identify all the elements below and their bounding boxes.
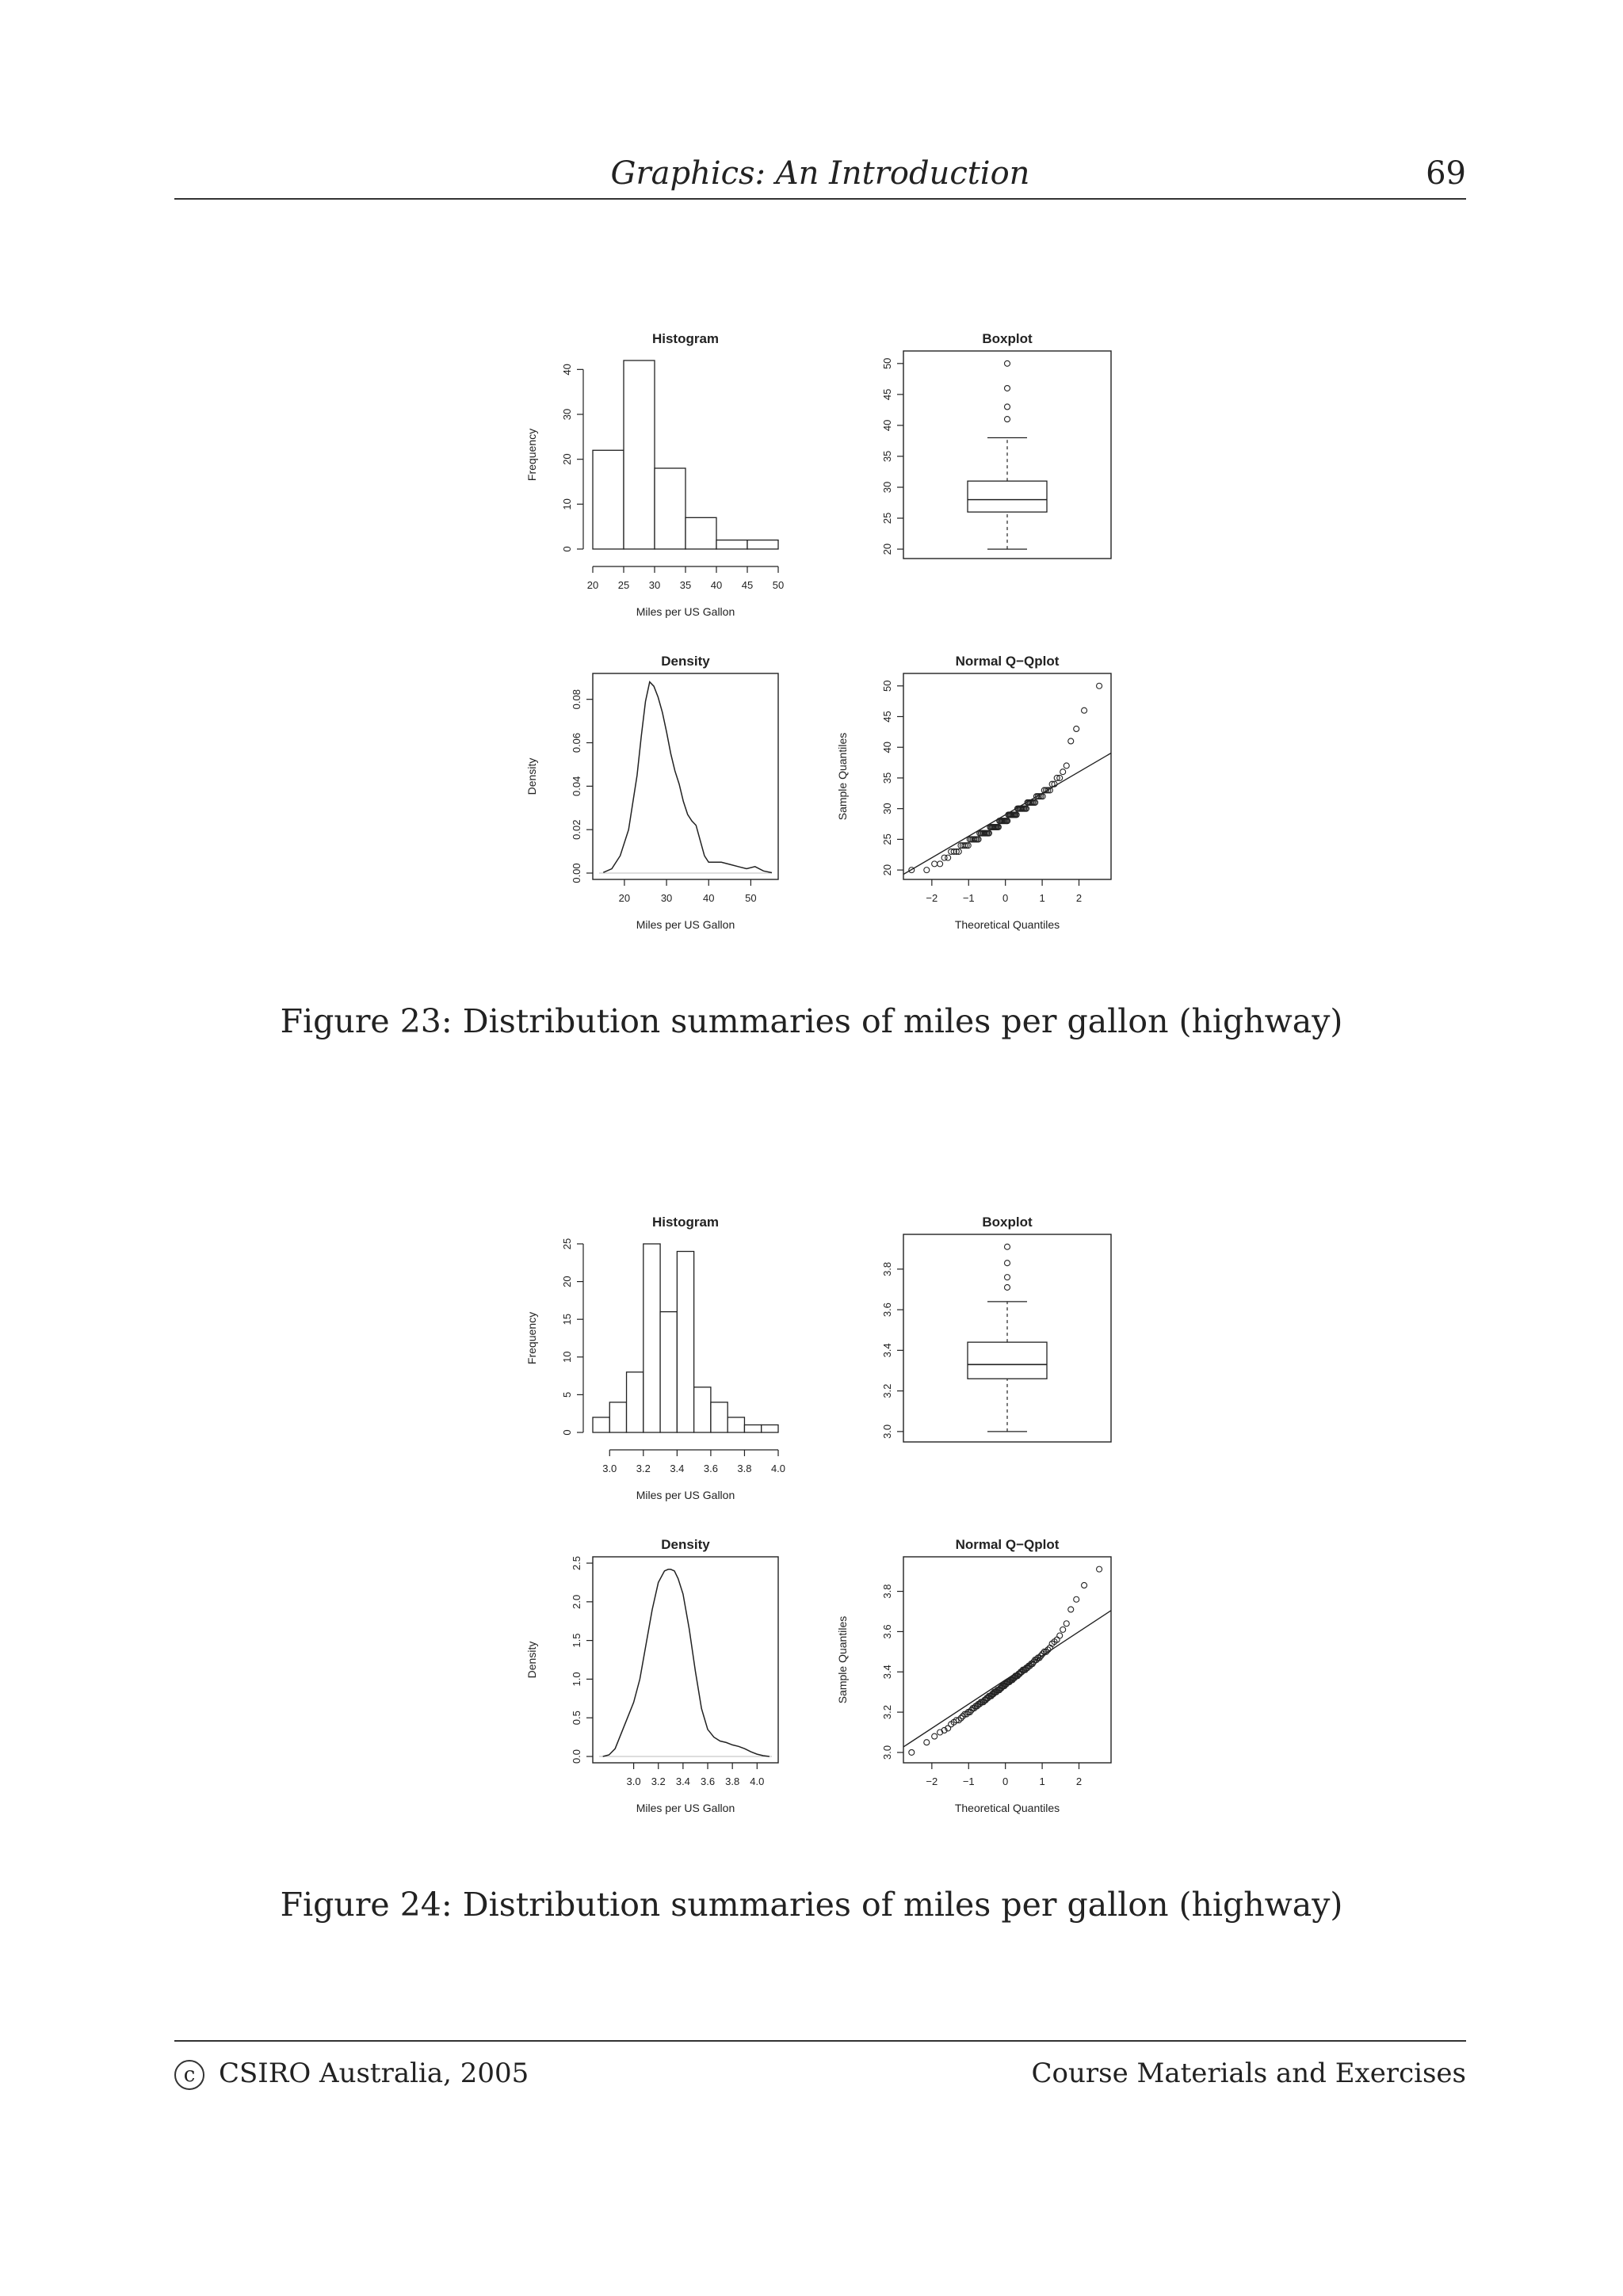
histogram-bar — [727, 1417, 744, 1432]
qqplot-x-tick-label: −2 — [926, 1775, 938, 1787]
qqplot-x-tick-label: 1 — [1039, 892, 1045, 904]
histogram-y-tick-label: 10 — [561, 498, 573, 510]
running-footer — [174, 2040, 1466, 2097]
histogram-x-tick-label: 50 — [772, 579, 785, 591]
boxplot-y-tick-label: 40 — [881, 419, 893, 432]
histogram-bar — [685, 517, 716, 549]
qqplot-x-tick-label: −2 — [926, 892, 938, 904]
histogram-x-label: Miles per US Gallon — [636, 1489, 735, 1501]
histogram-bar — [694, 1387, 711, 1432]
qqplot-y-tick-label: 20 — [881, 864, 893, 876]
histogram-y-tick-label: 0 — [561, 1429, 573, 1436]
qqplot-point — [1074, 726, 1079, 731]
qqplot-x-tick-label: 2 — [1075, 1775, 1083, 1787]
boxplot-title: Boxplot — [982, 331, 1033, 346]
histogram-bar — [627, 1372, 643, 1432]
qqplot-frame — [903, 1557, 1111, 1763]
boxplot-y-tick-label: 20 — [881, 543, 893, 555]
histogram-y-tick-label: 20 — [561, 1276, 573, 1287]
footer-right-text: Course Materials and Exercises — [1031, 2058, 1466, 2089]
qqplot-point — [1097, 683, 1102, 688]
histogram-y-tick-label: 40 — [561, 364, 573, 376]
boxplot-outlier — [1005, 1261, 1010, 1266]
boxplot-y-tick-label: 50 — [881, 357, 893, 370]
qqplot-x-tick-label: 0 — [1002, 1775, 1009, 1787]
histogram-bar — [711, 1402, 727, 1432]
boxplot-box — [968, 1342, 1047, 1379]
qqplot-y-tick-label: 50 — [881, 680, 893, 692]
histogram-y-tick-label: 15 — [561, 1313, 573, 1325]
histogram-bar — [747, 540, 778, 549]
qqplot-point — [932, 1733, 938, 1739]
density-x-tick-label: 3.6 — [700, 1775, 716, 1787]
boxplot-y-tick-label: 35 — [881, 450, 893, 463]
qqplot-point — [924, 1740, 930, 1745]
histogram-x-tick-label: 3.6 — [703, 1463, 718, 1474]
density-title: Density — [661, 1537, 710, 1552]
histogram-x-tick-label: 40 — [710, 579, 723, 591]
qqplot-y-tick-label: 35 — [881, 772, 893, 784]
density-x-label: Miles per US Gallon — [636, 1802, 735, 1814]
boxplot-y-tick-label: 3.4 — [881, 1343, 893, 1358]
qqplot-y-label: Sample Quantiles — [836, 1615, 849, 1704]
histogram-y-label: Frequency — [525, 1311, 538, 1365]
histogram-y-tick-label: 10 — [561, 1351, 573, 1363]
qqplot-point — [1082, 1582, 1087, 1588]
histogram-y-tick-label: 0 — [561, 546, 573, 552]
qqplot-point — [1064, 763, 1069, 769]
qqplot-x-label: Theoretical Quantiles — [954, 918, 1060, 931]
qqplot-y-tick-label: 3.6 — [881, 1624, 893, 1639]
boxplot-outlier — [1005, 1244, 1010, 1249]
figure-24 — [491, 1204, 1141, 1854]
qqplot-y-tick-label: 40 — [881, 741, 893, 753]
figure-24-caption: Figure 24: Distribution summaries of miles per gallon (highway) — [280, 1886, 1343, 1924]
histogram-x-tick-label: 25 — [617, 579, 630, 591]
figure-23 — [491, 321, 1141, 971]
qqplot-point — [909, 1749, 915, 1755]
density-title: Density — [661, 654, 710, 669]
density-frame — [593, 1557, 778, 1763]
histogram-bar — [593, 1417, 609, 1432]
histogram-bar — [716, 540, 747, 549]
histogram-x-tick-label: 45 — [741, 579, 754, 591]
boxplot-box — [968, 481, 1047, 512]
histogram-bar — [660, 1312, 677, 1432]
boxplot-outlier — [1005, 417, 1010, 422]
histogram-y-tick-label: 20 — [561, 453, 573, 465]
histogram-x-tick-label: 4.0 — [770, 1463, 786, 1474]
histogram-title: Histogram — [651, 331, 720, 346]
qqplot-x-tick-label: 2 — [1075, 892, 1083, 904]
density-x-tick-label: 40 — [703, 892, 715, 904]
qqplot-y-tick-label: 30 — [881, 803, 893, 814]
density-y-tick-label: 0.5 — [571, 1711, 582, 1726]
qqplot-y-label: Sample Quantiles — [836, 732, 849, 821]
density-y-tick-label: 2.0 — [571, 1594, 582, 1609]
boxplot-outlier — [1005, 404, 1010, 410]
density-x-tick-label: 3.2 — [651, 1775, 666, 1787]
histogram-x-tick-label: 3.2 — [636, 1463, 651, 1474]
running-title: Graphics: An Introduction — [610, 155, 1030, 192]
qqplot-x-tick-label: 1 — [1039, 1775, 1045, 1787]
qqplot-y-tick-label: 3.0 — [881, 1745, 893, 1760]
density-curve — [603, 682, 772, 873]
density-y-tick-label: 0.04 — [571, 776, 582, 796]
qqplot-point — [1068, 738, 1074, 744]
histogram-y-tick-label: 30 — [561, 408, 573, 421]
qqplot-title: Normal Q−Qplot — [955, 654, 1060, 669]
qqplot-point — [1064, 1621, 1069, 1627]
figure-23-caption: Figure 23: Distribution summaries of miles per gallon (highway) — [280, 1002, 1343, 1040]
boxplot-y-tick-label: 3.0 — [881, 1424, 893, 1439]
qqplot-y-tick-label: 45 — [881, 711, 893, 723]
qqplot-point — [1060, 769, 1066, 775]
qqplot-point — [945, 855, 951, 860]
density-x-label: Miles per US Gallon — [636, 918, 735, 931]
density-y-tick-label: 1.5 — [571, 1633, 582, 1648]
boxplot-outlier — [1005, 1284, 1010, 1290]
histogram-x-tick-label: 35 — [679, 579, 692, 591]
qqplot-point — [1082, 707, 1087, 713]
density-y-tick-label: 0.0 — [571, 1749, 582, 1764]
boxplot-y-tick-label: 25 — [881, 512, 893, 524]
histogram-y-tick-label: 25 — [561, 1238, 573, 1250]
histogram-title: Histogram — [651, 1215, 720, 1230]
density-x-tick-label: 4.0 — [750, 1775, 765, 1787]
boxplot-title: Boxplot — [982, 1215, 1033, 1230]
qqplot-point — [1068, 1607, 1074, 1612]
qqplot-point — [932, 861, 938, 867]
histogram-x-tick-label: 3.0 — [602, 1463, 617, 1474]
histogram-x-tick-label: 30 — [648, 579, 661, 591]
boxplot-y-tick-label: 3.8 — [881, 1261, 893, 1276]
footer-copyright — [174, 2058, 529, 2090]
density-y-tick-label: 0.02 — [571, 819, 582, 840]
boxplot-outlier — [1005, 386, 1010, 391]
histogram-x-tick-label: 3.8 — [737, 1463, 752, 1474]
qqplot-y-tick-label: 3.8 — [881, 1584, 893, 1599]
qqplot-point — [1097, 1566, 1102, 1572]
qqplot-y-tick-label: 25 — [881, 833, 893, 845]
density-frame — [593, 673, 778, 879]
page-number: 69 — [1426, 155, 1466, 192]
histogram-bar — [624, 360, 655, 549]
density-y-tick-label: 0.08 — [571, 689, 582, 710]
footer-left-text: CSIRO Australia, 2005 — [219, 2058, 529, 2089]
density-x-tick-label: 30 — [660, 892, 673, 904]
histogram-bar — [655, 468, 685, 549]
running-header — [174, 151, 1466, 200]
density-curve — [603, 1569, 769, 1756]
qqplot-point — [1057, 1633, 1063, 1638]
boxplot-y-tick-label: 30 — [881, 481, 893, 494]
density-y-tick-label: 0.00 — [571, 863, 582, 883]
density-y-tick-label: 1.0 — [571, 1672, 582, 1687]
histogram-y-label: Frequency — [525, 428, 538, 482]
histogram-x-label: Miles per US Gallon — [636, 605, 735, 618]
histogram-y-tick-label: 5 — [561, 1391, 573, 1398]
qqplot-x-tick-label: 0 — [1002, 892, 1009, 904]
qqplot-point — [924, 868, 930, 873]
histogram-bar — [643, 1244, 660, 1432]
boxplot-y-tick-label: 3.2 — [881, 1383, 893, 1398]
histogram-bar — [609, 1402, 626, 1432]
qqplot-y-tick-label: 3.4 — [881, 1665, 893, 1680]
qqplot-y-tick-label: 3.2 — [881, 1705, 893, 1720]
boxplot-outlier — [1005, 1275, 1010, 1280]
density-x-tick-label: 3.0 — [626, 1775, 641, 1787]
density-x-tick-label: 50 — [745, 892, 757, 904]
qqplot-point — [1074, 1596, 1079, 1602]
qqplot-point — [1060, 1627, 1066, 1632]
density-y-tick-label: 0.06 — [571, 732, 582, 753]
qqplot-x-label: Theoretical Quantiles — [954, 1802, 1060, 1814]
boxplot-y-tick-label: 45 — [881, 388, 893, 401]
histogram-x-tick-label: 20 — [586, 579, 599, 591]
qqplot-point — [938, 861, 943, 867]
qqplot-frame — [903, 673, 1111, 879]
qqplot-x-tick-label: −1 — [962, 1775, 975, 1787]
density-y-label: Density — [525, 757, 538, 795]
density-x-tick-label: 3.8 — [725, 1775, 740, 1787]
histogram-x-tick-label: 3.4 — [670, 1463, 685, 1474]
histogram-bar — [593, 450, 624, 549]
density-x-tick-label: 20 — [618, 892, 631, 904]
density-y-tick-label: 2.5 — [571, 1555, 582, 1571]
histogram-bar — [677, 1252, 693, 1432]
qqplot-title: Normal Q−Qplot — [955, 1537, 1060, 1552]
qqplot-x-tick-label: −1 — [962, 892, 975, 904]
density-y-label: Density — [525, 1641, 538, 1679]
histogram-bar — [744, 1425, 761, 1432]
density-x-tick-label: 3.4 — [675, 1775, 690, 1787]
boxplot-outlier — [1005, 360, 1010, 366]
histogram-bar — [762, 1425, 778, 1432]
copyright-icon: c — [174, 2060, 204, 2090]
boxplot-y-tick-label: 3.6 — [881, 1302, 893, 1318]
